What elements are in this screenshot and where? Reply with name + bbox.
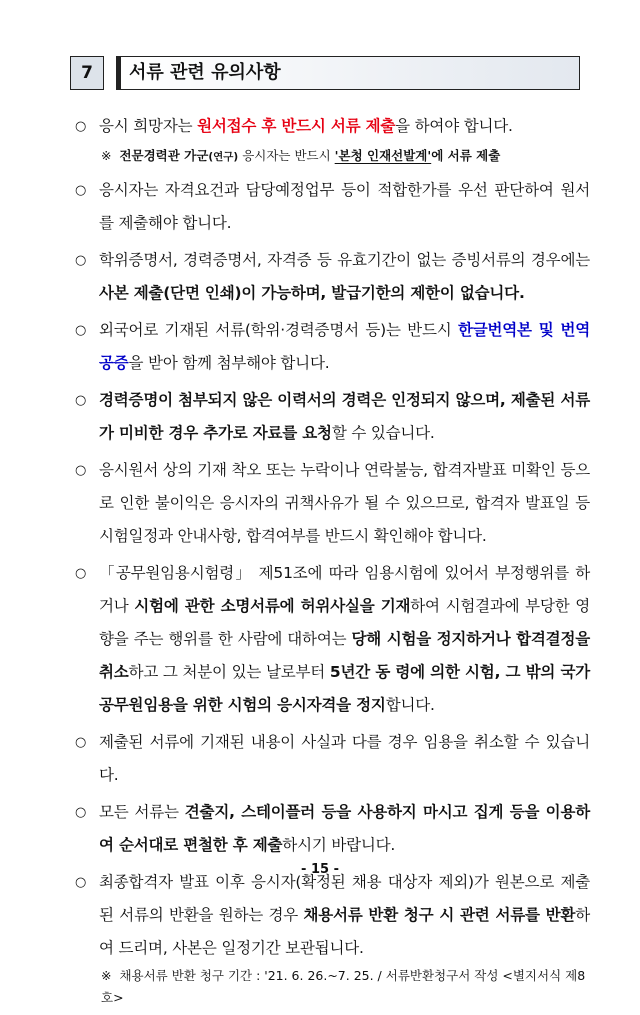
bullet-icon: ○ xyxy=(75,463,87,478)
list-item xyxy=(68,244,590,310)
note-2 xyxy=(68,965,590,1009)
note-text: '본청 인재선발계' xyxy=(334,148,432,163)
bullet-icon: ○ xyxy=(75,875,87,890)
document-body xyxy=(68,110,590,1015)
body-text: 모든 서류는 xyxy=(99,803,185,821)
body-text: 할 수 있습니다. xyxy=(331,424,435,442)
emphasis-text: 사본 제출(단면 인쇄)이 가능하며, 발급기한의 제한이 없습니다. xyxy=(99,284,525,302)
section-number: 7 xyxy=(70,56,104,90)
page-number: - 15 - xyxy=(301,862,339,877)
list-item xyxy=(68,384,590,450)
emphasis-text: 원서접수 후 반드시 서류 제출 xyxy=(197,117,396,135)
section-title: 서류 관련 유의사항 xyxy=(116,56,580,90)
body-text: 합니다. xyxy=(385,696,435,714)
body-text: 응시자는 자격요건과 담당예정업무 등이 적합한가를 우선 판단하여 원서를 제출해야 합니다. xyxy=(99,181,590,232)
emphasis-text: 경력증명이 첨부되지 않은 이력서의 경력은 인정되지 않으며, 제출된 서류가 미비한 경우 추가로 자료를 요청 xyxy=(99,391,590,442)
emphasis-text: 시험에 관한 소명서류에 허위사실을 기재 xyxy=(134,597,411,615)
body-text: 하시기 바랍니다. xyxy=(282,836,396,854)
body-text: 제출된 서류에 기재된 내용이 사실과 다를 경우 임용을 취소할 수 있습니다. xyxy=(99,733,590,784)
list-item xyxy=(68,796,590,862)
bullet-icon: ○ xyxy=(75,393,87,408)
bullet-icon: ○ xyxy=(75,183,87,198)
bullet-icon: ○ xyxy=(75,566,87,581)
emphasis-text: 한글번역본 및 번역 공증 xyxy=(99,321,590,372)
section-header xyxy=(70,56,580,94)
body-text: 학위증명서, 경력증명서, 자격증 등 유효기간이 없는 증빙서류의 경우에는 xyxy=(99,251,590,269)
body-text: 「공무원임용시험령」 제51조에 따라 임용시험에 있어서 부정행위를 하거나 xyxy=(99,564,590,615)
note-text: ※ xyxy=(101,148,112,163)
emphasis-text: 당해 시험을 정지하거나 합격결정을 취소 xyxy=(99,630,590,681)
note-text: 전문경력관 가군 xyxy=(119,148,209,163)
body-text: 을 하여야 합니다. xyxy=(395,117,513,135)
list-item xyxy=(68,174,590,240)
note-text: 에 서류 제출 xyxy=(431,148,501,163)
bullet-icon: ○ xyxy=(75,119,87,134)
list-item xyxy=(68,110,590,143)
bullet-icon: ○ xyxy=(75,735,87,750)
body-text: 응시원서 상의 기재 착오 또는 누락이나 연락불능, 합격자발표 미확인 등으로 인한 불이익은 응시자의 귀책사유가 될 수 있으므로, 합격자 발표일 등 시험일정과 안내사항, 합격여부를 반드시 확인해야 합니다. xyxy=(99,461,590,545)
body-text: 하여 시험결과에 부당한 영향을 주는 행위를 한 사람에 대하여는 xyxy=(99,597,591,648)
body-text: 최종합격자 발표 이후 응시자(확정된 채용 대상자 제외)가 원본으로 제출된 서류의 반환을 원하는 경우 xyxy=(99,873,590,924)
bullet-icon: ○ xyxy=(75,323,87,338)
list-item xyxy=(68,314,590,380)
list-item xyxy=(68,726,590,792)
body-text: 하고 그 처분이 있는 날로부터 xyxy=(128,663,330,681)
body-text: 하여 드리며, 사본은 일정기간 보관됩니다. xyxy=(99,906,590,957)
list-item xyxy=(68,557,590,722)
list-item xyxy=(68,454,590,553)
emphasis-text: 5년간 동 령에 의한 시험, 그 밖의 국가공무원임용을 위한 시험의 응시자격을 정지 xyxy=(99,663,590,714)
emphasis-text: 견출지, 스테이플러 등을 사용하지 마시고 집게 등을 이용하여 순서대로 편철한 후 제출 xyxy=(99,803,590,854)
note-1 xyxy=(68,145,590,168)
body-text: 을 받아 함께 첨부해야 합니다. xyxy=(128,354,330,372)
note-mark: ※ xyxy=(101,968,112,983)
emphasis-text: 채용서류 반환 청구 시 관련 서류를 반환 xyxy=(303,906,576,924)
list-item xyxy=(68,866,590,965)
body-text: 응시 희망자는 xyxy=(99,117,198,135)
note-text: 응시자는 반드시 xyxy=(238,148,335,163)
bullet-icon: ○ xyxy=(75,253,87,268)
note-text: (연구) xyxy=(208,151,239,163)
note-text: 채용서류 반환 청구 기간 : '21. 6. 26.~7. 25. / 서류반환청구서 작성 <별지서식 제8호> xyxy=(101,968,586,1005)
bullet-icon: ○ xyxy=(75,805,87,820)
body-text: 외국어로 기재된 서류(학위·경력증명서 등)는 반드시 xyxy=(99,321,458,339)
